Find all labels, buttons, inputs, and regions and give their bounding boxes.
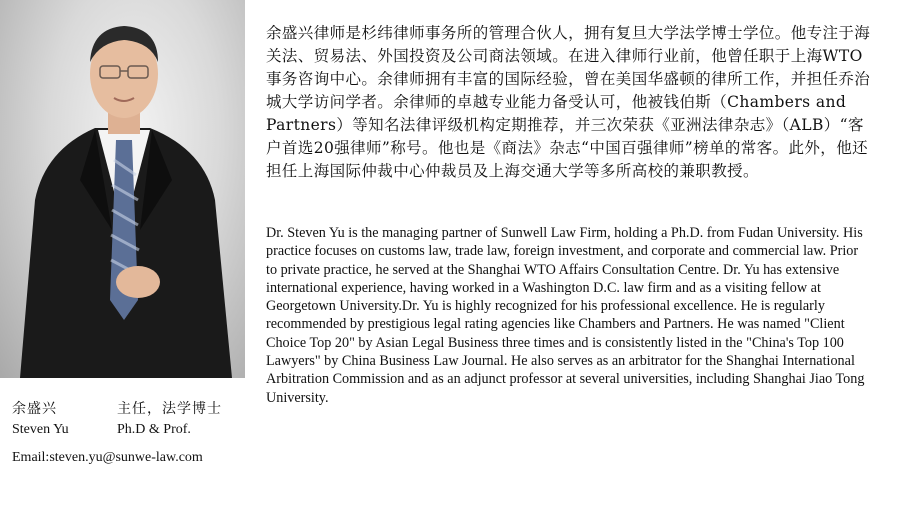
portrait-photo [0, 0, 245, 378]
portrait-illustration [0, 0, 245, 378]
title-en: Ph.D & Prof. [117, 422, 191, 437]
profile-en-row [12, 420, 252, 440]
title-cn: 主任，法学博士 [117, 402, 222, 417]
profile-cn-row [12, 400, 252, 420]
profile-card [12, 400, 252, 468]
bio-chinese: 余盛兴律师是杉纬律师事务所的管理合伙人，拥有复旦大学法学博士学位。他专注于海关法、贸易法、外国投资及公司商法领域。在进入律师行业前，他曾任职于上海WTO事务咨询中心。余律师拥有丰富的国际经验，曾在美国华盛顿的律所工作，并担任乔治城大学访问学者。余律师的卓越专业能力备受认可，他被钱伯斯（Chambers and Partners）等知名法律评级机构定期推荐，并三次荣获《亚洲法律杂志》（ALB）“客户首选20强律师”称号。他也是《商法》杂志“中国百强律师”榜单的常客。此外，他还担任上海国际仲裁中心仲裁员及上海交通大学等多所高校的兼职教授。 [266, 24, 871, 180]
name-cn: 余盛兴 [12, 402, 57, 417]
name-en: Steven Yu [12, 422, 69, 437]
email-text: Email:steven.yu@sunwe-law.com [12, 450, 203, 465]
bio-english: Dr. Steven Yu is the managing partner of Sunwell Law Firm, holding a Ph.D. from Fudan University. His practice focuses on customs law, trade law, foreign investment, and corporate and commercial law. Prior to private practice, he served at the Shanghai WTO Affairs Consultation Centre. Dr. Yu has extensive international experience, having worked in a Washington D.C. law firm and as a visiting fellow at Georgetown University.Dr. Yu is highly recognized for his professional excellence. He is regularly recommended by prestigious legal rating agencies like Chambers and Partners. He was named "Client Choice Top 20" by Asian Legal Business three times and is consistently listed in the "China's Top 100 Lawyers" by China Business Law Journal. He also serves as an arbitrator for the Shanghai International Arbitration Commission and as an adjunct professor at several universities, including Shanghai Jiao Tong University. [266, 225, 865, 406]
